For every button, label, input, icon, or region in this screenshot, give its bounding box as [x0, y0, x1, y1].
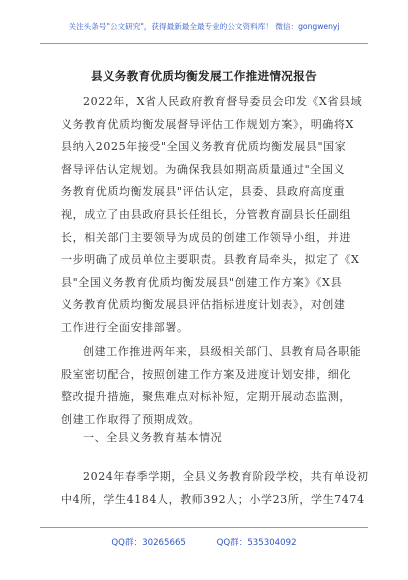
paragraph-2 [61, 341, 362, 431]
document-title: 县义务教育优质均衡发展工作推进情况报告 [91, 69, 317, 83]
paragraph-line: 创建工作推进两年来，县级相关部门、县教育局各职能 [83, 345, 362, 358]
paragraph-line: 义务教育优质均衡发展督导评估工作规划方案》，明确将X [61, 117, 354, 131]
paragraph-line: 长，相关部门主要领导为成员的创建工作领导小组，并进 [61, 230, 351, 244]
paragraph-line: 整改提升措施，聚焦难点对标补短，定期开展动态监测， [61, 390, 351, 404]
paragraph-line: 股室密切配合，按照创建工作方案及进度计划安排，细化 [61, 367, 351, 381]
paragraph-line: 2024年春季学期，全县义务教育阶段学校，共有单设初 [83, 470, 369, 483]
paragraph-line: 义务教育优质均衡发展县评估指标进度计划表》，对创建 [61, 298, 346, 312]
paragraph-line: 创建工作取得了预期成效。 [61, 412, 201, 426]
paragraph-1 [61, 91, 363, 340]
footer [0, 536, 408, 548]
paragraph-3 [61, 466, 369, 511]
section-heading [61, 427, 351, 450]
paragraph-line: 中4所，学生4184人，教师392人；小学23所，学生7474 [61, 492, 365, 506]
section-heading-text: 一、全县义务教育基本情况 [83, 431, 223, 444]
header-banner: 关注头条号"公文研究"，获得最新最全最专业的公文资料库！ 微信：gongwenyj [68, 22, 340, 31]
paragraph-line: 县纳入2025年接受"全国义务教育优质均衡发展县"国家 [61, 140, 347, 154]
footer-divider [40, 527, 368, 528]
footer-qq-group-2: QQ群：535304092 [216, 538, 297, 548]
paragraph-line: 一步明确了成员单位主要职责。县教育局牵头，拟定了《X [61, 253, 360, 267]
paragraph-line: 2022年，X省人民政府教育督导委员会印发《X省县域 [83, 95, 363, 108]
paragraph-line: 工作进行全面安排部署。 [61, 320, 189, 334]
paragraph-line: 督导评估认定规划。为确保我县如期高质量通过"全国义 [61, 162, 346, 176]
paragraph-line: 视，成立了由县政府县长任组长，分管教育副县长任副组 [61, 207, 351, 221]
header-divider [40, 43, 368, 44]
paragraph-line: 务教育优质均衡发展县"评估认定，县委、县政府高度重 [61, 185, 346, 199]
paragraph-line: 县"全国义务教育优质均衡发展县"创建工作方案》《X县 [61, 275, 343, 289]
footer-qq-group-1: QQ群：30265665 [111, 538, 186, 548]
